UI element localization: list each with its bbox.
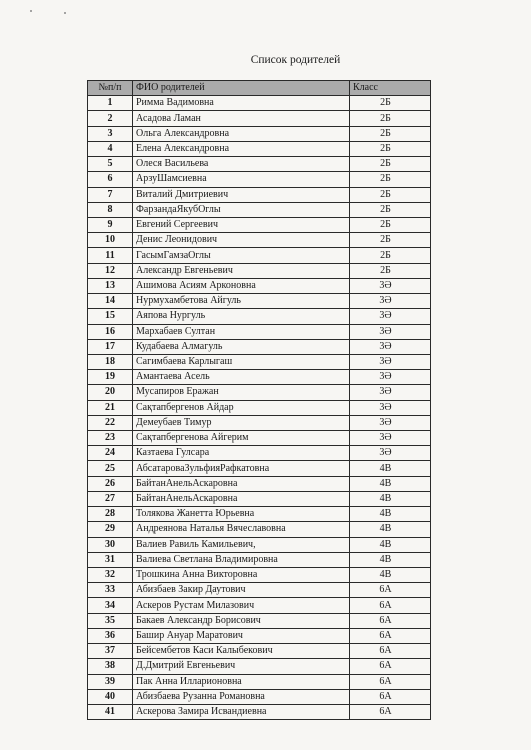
row-number-cell: 36 [88, 628, 133, 643]
row-number-cell: 40 [88, 689, 133, 704]
row-number-cell: 37 [88, 644, 133, 659]
row-number-cell: 6 [88, 172, 133, 187]
class-cell: 4В [350, 552, 431, 567]
row-number-cell: 2 [88, 111, 133, 126]
row-number-cell: 21 [88, 400, 133, 415]
row-number-cell: 32 [88, 568, 133, 583]
class-cell: 2Б [350, 141, 431, 156]
table-header [88, 81, 431, 96]
table-row [88, 689, 431, 704]
row-number-cell: 18 [88, 354, 133, 369]
table-row [88, 263, 431, 278]
parent-name-cell: Ольга Александровна [133, 126, 350, 141]
class-cell: 3Ә [350, 339, 431, 354]
table-row [88, 126, 431, 141]
parent-name-cell: Казтаева Гулсара [133, 446, 350, 461]
class-cell: 3Ә [350, 446, 431, 461]
parent-name-cell: Аяпова Нургуль [133, 309, 350, 324]
class-cell: 4В [350, 522, 431, 537]
row-number-cell: 35 [88, 613, 133, 628]
parent-name-cell: Асадова Ламан [133, 111, 350, 126]
row-number-cell: 17 [88, 339, 133, 354]
row-number-cell: 14 [88, 294, 133, 309]
parent-name-cell: Мусапиров Еражан [133, 385, 350, 400]
table-row [88, 370, 431, 385]
class-cell: 6А [350, 659, 431, 674]
table-row [88, 644, 431, 659]
class-cell: 2Б [350, 187, 431, 202]
row-number-cell: 31 [88, 552, 133, 567]
table-row [88, 385, 431, 400]
class-cell: 2Б [350, 126, 431, 141]
class-cell: 2Б [350, 202, 431, 217]
parent-name-cell: Нурмухамбетова Айгуль [133, 294, 350, 309]
parent-name-cell: Башир Ануар Маратович [133, 628, 350, 643]
table-row [88, 202, 431, 217]
parent-name-cell: Абизбаева Рузанна Романовна [133, 689, 350, 704]
parent-name-cell: Аскерова Замира Исвандиевна [133, 704, 350, 719]
row-number-cell: 16 [88, 324, 133, 339]
row-number-cell: 28 [88, 507, 133, 522]
row-number-cell: 27 [88, 491, 133, 506]
column-header-class: Класс [350, 81, 431, 96]
table-row [88, 659, 431, 674]
class-cell: 6А [350, 583, 431, 598]
table-body [88, 96, 431, 720]
table-row [88, 415, 431, 430]
parent-name-cell: Олеся Васильева [133, 157, 350, 172]
parent-name-cell: Пак Анна Илларионовна [133, 674, 350, 689]
table-row [88, 491, 431, 506]
parent-name-cell: БайтанАнельАскаровна [133, 476, 350, 491]
table-row [88, 552, 431, 567]
parent-name-cell: Демеубаев Тимур [133, 415, 350, 430]
table-row [88, 507, 431, 522]
row-number-cell: 12 [88, 263, 133, 278]
class-cell: 4В [350, 491, 431, 506]
table-row [88, 354, 431, 369]
parent-name-cell: Ашимова Асиям Арконовна [133, 278, 350, 293]
class-cell: 2Б [350, 172, 431, 187]
row-number-cell: 3 [88, 126, 133, 141]
parent-name-cell: Мархабаев Султан [133, 324, 350, 339]
class-cell: 4В [350, 461, 431, 476]
row-number-cell: 8 [88, 202, 133, 217]
parent-name-cell: Сагимбаева Карлыгаш [133, 354, 350, 369]
scan-speck [30, 10, 32, 12]
table-row [88, 446, 431, 461]
parent-name-cell: Амантаева Асель [133, 370, 350, 385]
table-row [88, 583, 431, 598]
row-number-cell: 9 [88, 217, 133, 232]
parent-name-cell: Евгений Сергеевич [133, 217, 350, 232]
class-cell: 2Б [350, 233, 431, 248]
header-row [88, 81, 431, 96]
class-cell: 6А [350, 613, 431, 628]
parent-name-cell: Аскеров Рустам Милазович [133, 598, 350, 613]
row-number-cell: 15 [88, 309, 133, 324]
class-cell: 3Ә [350, 415, 431, 430]
class-cell: 2Б [350, 111, 431, 126]
row-number-cell: 7 [88, 187, 133, 202]
table-row [88, 339, 431, 354]
parents-table [87, 80, 431, 720]
parent-name-cell: Виталий Дмитриевич [133, 187, 350, 202]
parent-name-cell: Римма Вадимовна [133, 96, 350, 111]
row-number-cell: 33 [88, 583, 133, 598]
table-row [88, 111, 431, 126]
class-cell: 6А [350, 644, 431, 659]
row-number-cell: 34 [88, 598, 133, 613]
parent-name-cell: Д.Дмитрий Евгеньевич [133, 659, 350, 674]
parent-name-cell: БайтанАнельАскаровна [133, 491, 350, 506]
class-cell: 4В [350, 507, 431, 522]
class-cell: 3Ә [350, 324, 431, 339]
class-cell: 2Б [350, 157, 431, 172]
class-cell: 6А [350, 628, 431, 643]
row-number-cell: 5 [88, 157, 133, 172]
table-row [88, 324, 431, 339]
table-row [88, 613, 431, 628]
table-row [88, 522, 431, 537]
parent-name-cell: Елена Александровна [133, 141, 350, 156]
parent-name-cell: Сақтапбергенова Айгерим [133, 431, 350, 446]
class-cell: 3Ә [350, 294, 431, 309]
table-row [88, 309, 431, 324]
parent-name-cell: Андреянова Наталья Вячеславовна [133, 522, 350, 537]
parent-name-cell: ГасымГамзаОглы [133, 248, 350, 263]
row-number-cell: 20 [88, 385, 133, 400]
table-row [88, 476, 431, 491]
row-number-cell: 25 [88, 461, 133, 476]
parent-name-cell: Валиева Светлана Владимировна [133, 552, 350, 567]
parent-name-cell: ФарзандаЯкубОглы [133, 202, 350, 217]
parent-name-cell: Денис Леонидович [133, 233, 350, 248]
row-number-cell: 13 [88, 278, 133, 293]
parent-name-cell: Бейсембетов Каси Калыбекович [133, 644, 350, 659]
class-cell: 4В [350, 537, 431, 552]
class-cell: 3Ә [350, 278, 431, 293]
class-cell: 4В [350, 476, 431, 491]
row-number-cell: 24 [88, 446, 133, 461]
column-header-name: ФИО родителей [133, 81, 350, 96]
table-row [88, 141, 431, 156]
class-cell: 3Ә [350, 370, 431, 385]
parent-name-cell: Валиев Равиль Камильевич, [133, 537, 350, 552]
parent-name-cell: Трошкина Анна Викторовна [133, 568, 350, 583]
class-cell: 6А [350, 689, 431, 704]
row-number-cell: 22 [88, 415, 133, 430]
parent-name-cell: Сақтапбергенов Айдар [133, 400, 350, 415]
row-number-cell: 39 [88, 674, 133, 689]
class-cell: 2Б [350, 263, 431, 278]
row-number-cell: 26 [88, 476, 133, 491]
table-row [88, 278, 431, 293]
parent-name-cell: Абизбаев Закир Даутович [133, 583, 350, 598]
table-row [88, 674, 431, 689]
table-row [88, 157, 431, 172]
table-row [88, 187, 431, 202]
class-cell: 3Ә [350, 309, 431, 324]
table-row [88, 248, 431, 263]
parent-name-cell: АбсатароваЗульфияРафкатовна [133, 461, 350, 476]
row-number-cell: 1 [88, 96, 133, 111]
parent-name-cell: Александр Евгеньевич [133, 263, 350, 278]
row-number-cell: 23 [88, 431, 133, 446]
table-row [88, 172, 431, 187]
table-row [88, 294, 431, 309]
table-row [88, 598, 431, 613]
table-row [88, 96, 431, 111]
row-number-cell: 29 [88, 522, 133, 537]
table-row [88, 431, 431, 446]
parent-name-cell: Бакаев Александр Борисович [133, 613, 350, 628]
class-cell: 3Ә [350, 385, 431, 400]
parent-name-cell: АрзуШамсиевна [133, 172, 350, 187]
class-cell: 4В [350, 568, 431, 583]
class-cell: 6А [350, 674, 431, 689]
class-cell: 2Б [350, 96, 431, 111]
class-cell: 6А [350, 598, 431, 613]
parent-name-cell: Кудабаева Алмагуль [133, 339, 350, 354]
class-cell: 2Б [350, 217, 431, 232]
row-number-cell: 11 [88, 248, 133, 263]
column-header-number: №п/п [88, 81, 133, 96]
table-row [88, 217, 431, 232]
class-cell: 6А [350, 704, 431, 719]
page-title: Список родителей [250, 54, 341, 66]
scan-speck [64, 12, 66, 14]
row-number-cell: 19 [88, 370, 133, 385]
class-cell: 3Ә [350, 400, 431, 415]
row-number-cell: 41 [88, 704, 133, 719]
row-number-cell: 38 [88, 659, 133, 674]
table-row [88, 537, 431, 552]
class-cell: 3Ә [350, 354, 431, 369]
row-number-cell: 30 [88, 537, 133, 552]
row-number-cell: 4 [88, 141, 133, 156]
table-row [88, 233, 431, 248]
table-row [88, 461, 431, 476]
table-row [88, 568, 431, 583]
row-number-cell: 10 [88, 233, 133, 248]
parent-name-cell: Толякова Жанетта Юрьевна [133, 507, 350, 522]
class-cell: 3Ә [350, 431, 431, 446]
class-cell: 2Б [350, 248, 431, 263]
table-row [88, 628, 431, 643]
table-row [88, 400, 431, 415]
table-row [88, 704, 431, 719]
